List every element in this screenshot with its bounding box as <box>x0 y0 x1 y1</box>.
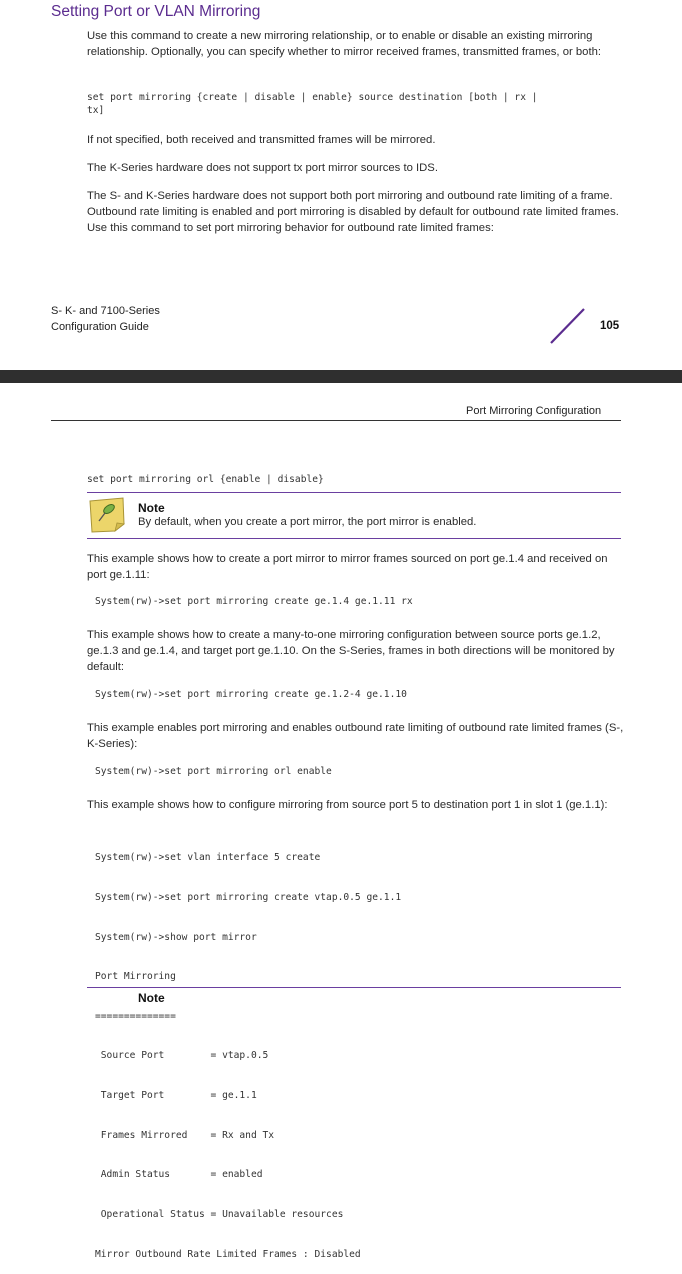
code-line: ============== <box>95 1010 176 1022</box>
code-line: Target Port = ge.1.1 <box>95 1090 257 1102</box>
note-label: Note <box>138 991 165 1005</box>
page-break <box>0 370 682 383</box>
orl-syntax-code: set port mirroring orl {enable | disable} <box>87 474 324 485</box>
code-line: System(rw)->set vlan interface 5 create <box>95 852 321 864</box>
section-heading: Setting Port or VLAN Mirroring <box>51 3 261 20</box>
code-line: Admin Status = enabled <box>95 1169 263 1181</box>
example-description: This example enables port mirroring and enables outbound rate limiting of outbound rate limited frames (S-, K-Series): <box>87 722 624 750</box>
paragraph: If not specified, both received and transmitted frames will be mirrored. <box>87 134 436 146</box>
page-number: 105 <box>600 320 620 332</box>
note-bottom-rule <box>87 538 621 539</box>
code-line: Source Port = vtap.0.5 <box>95 1050 269 1062</box>
note-text: By default, when you create a port mirror, the port mirror is enabled. <box>138 516 477 528</box>
example-code: System(rw)->set port mirroring orl enable <box>95 766 332 777</box>
example-description: This example shows how to create a port mirror to mirror frames sourced on port ge.1.4 and received on port ge.1.11: <box>87 553 608 581</box>
note-top-rule <box>87 987 621 988</box>
code-line: System(rw)->show port mirror <box>95 931 257 943</box>
note-label: Note <box>138 501 165 515</box>
example-description: This example shows how to create a many-to-one mirroring configuration between source ports ge.1.2, ge.1.3 and ge.1.4, and target port ge.1.10. On the S-Series, frames in both directions will be monitored by default: <box>87 629 615 673</box>
note-top-rule <box>87 492 621 493</box>
code-line: Operational Status = Unavailable resources <box>95 1208 344 1220</box>
show-port-mirror-code-block <box>95 825 401 1274</box>
code-line: Mirror Outbound Rate Limited Frames : Disabled <box>95 1248 361 1260</box>
code-line: tx] <box>87 105 105 117</box>
code-line: System(rw)->set port mirroring create vtap.0.5 ge.1.1 <box>95 892 402 904</box>
syntax-code-block <box>87 91 538 117</box>
example-code: System(rw)->set port mirroring create ge.1.4 ge.1.11 rx <box>95 596 413 607</box>
footer-product: S- K- and 7100-Series <box>51 305 160 317</box>
example-code: System(rw)->set port mirroring create ge.1.2-4 ge.1.10 <box>95 689 407 700</box>
footer-slash-icon <box>548 306 588 346</box>
code-line: Port Mirroring <box>95 971 176 983</box>
code-line: Frames Mirrored = Rx and Tx <box>95 1129 275 1141</box>
header-rule <box>51 420 621 421</box>
note-icon <box>87 496 127 534</box>
example-description: This example shows how to configure mirroring from source port 5 to destination port 1 in slot 1 (ge.1.1): <box>87 799 608 811</box>
code-line: set port mirroring {create | disable | enable} source destination [both | rx | <box>87 92 538 103</box>
footer-guide: Configuration Guide <box>51 321 149 333</box>
running-header: Port Mirroring Configuration <box>466 405 602 417</box>
paragraph: The S- and K-Series hardware does not support both port mirroring and outbound rate limiting of a frame. Outbound rate limiting is enabled and port mirroring is disabled by default for outbound rate limited frames. Use this command to set port mirroring behavior for outbound rate limited frames: <box>87 190 619 234</box>
paragraph: The K-Series hardware does not support tx port mirror sources to IDS. <box>87 162 438 174</box>
intro-paragraph: Use this command to create a new mirroring relationship, or to enable or disable an existing mirroring relationship. Optionally, you can specify whether to mirror received frames, transmitted frames, or both: <box>87 30 602 58</box>
